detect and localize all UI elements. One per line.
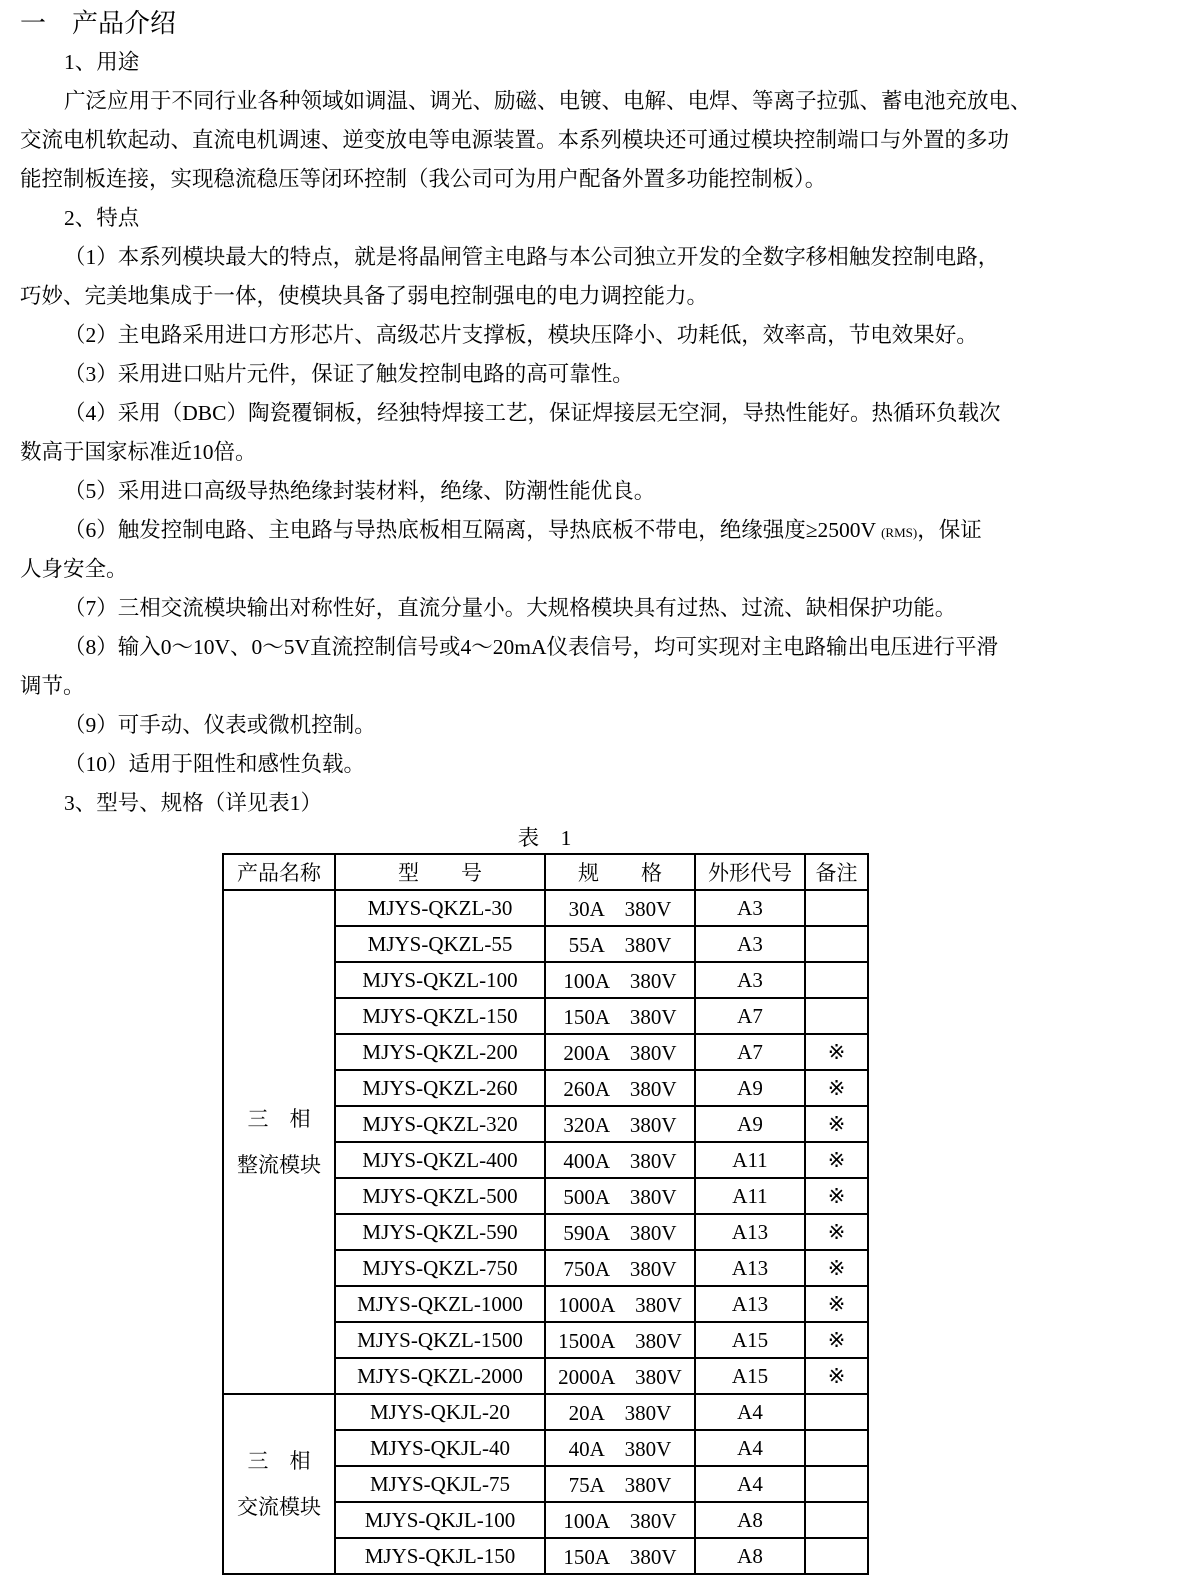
spec-table-header xyxy=(223,854,868,890)
text-line: 能控制板连接，实现稳流稳压等闭环控制（我公司可为用户配备外置多功能控制板）。 xyxy=(20,167,827,191)
model-cell: MJYS-QKZL-500 xyxy=(335,1178,545,1214)
model-cell: MJYS-QKJL-75 xyxy=(335,1466,545,1502)
model-cell: MJYS-QKZL-1000 xyxy=(335,1286,545,1322)
spec-cell: 150A 380V xyxy=(545,998,695,1034)
remark-cell xyxy=(805,1502,868,1538)
model-cell: MJYS-QKZL-150 xyxy=(335,998,545,1034)
remark-cell: ※ xyxy=(805,1214,868,1250)
product-category-line: 三 相 xyxy=(247,1449,311,1473)
text-line: 人身安全。 xyxy=(20,557,128,581)
outline-code-cell: A8 xyxy=(695,1538,805,1574)
text-line: 1、用途 xyxy=(64,50,140,74)
remark-cell: ※ xyxy=(805,1106,868,1142)
spec-table-body xyxy=(223,890,868,1574)
rms-subscript: (RMS) xyxy=(881,525,918,540)
spec-cell: 20A 380V xyxy=(545,1394,695,1430)
spec-table xyxy=(222,853,869,1575)
text-line xyxy=(0,511,1200,550)
product-category-line: 整流模块 xyxy=(237,1153,321,1177)
spec-cell: 400A 380V xyxy=(545,1142,695,1178)
text-line: （10）适用于阻性和感性负载。 xyxy=(64,752,366,776)
outline-code-cell: A11 xyxy=(695,1142,805,1178)
text-line: （9）可手动、仪表或微机控制。 xyxy=(64,713,376,737)
outline-code-cell: A4 xyxy=(695,1394,805,1430)
text-line: 调节。 xyxy=(20,674,85,698)
spec-cell: 150A 380V xyxy=(545,1538,695,1574)
column-header: 备注 xyxy=(805,854,868,890)
spec-cell: 75A 380V xyxy=(545,1466,695,1502)
table-row xyxy=(223,890,868,926)
model-cell: MJYS-QKZL-750 xyxy=(335,1250,545,1286)
outline-code-cell: A13 xyxy=(695,1250,805,1286)
remark-cell xyxy=(805,1430,868,1466)
spec-cell: 200A 380V xyxy=(545,1034,695,1070)
text-run: ，保证 xyxy=(917,518,982,542)
model-cell: MJYS-QKZL-30 xyxy=(335,890,545,926)
spec-cell: 40A 380V xyxy=(545,1430,695,1466)
spec-cell: 500A 380V xyxy=(545,1178,695,1214)
outline-code-cell: A7 xyxy=(695,1034,805,1070)
model-cell: MJYS-QKJL-150 xyxy=(335,1538,545,1574)
header-row xyxy=(223,854,868,890)
remark-cell: ※ xyxy=(805,1322,868,1358)
spec-cell: 750A 380V xyxy=(545,1250,695,1286)
model-cell: MJYS-QKZL-1500 xyxy=(335,1322,545,1358)
outline-code-cell: A15 xyxy=(695,1358,805,1394)
model-cell: MJYS-QKJL-100 xyxy=(335,1502,545,1538)
outline-code-cell: A9 xyxy=(695,1070,805,1106)
column-header: 型 号 xyxy=(335,854,545,890)
model-cell: MJYS-QKZL-590 xyxy=(335,1214,545,1250)
outline-code-cell: A3 xyxy=(695,962,805,998)
spec-cell: 590A 380V xyxy=(545,1214,695,1250)
spec-cell: 320A 380V xyxy=(545,1106,695,1142)
spec-cell: 1500A 380V xyxy=(545,1322,695,1358)
outline-code-cell: A3 xyxy=(695,890,805,926)
text-run: （6）触发控制电路、主电路与导热底板相互隔离，导热底板不带电，绝缘强度≥2500V xyxy=(64,518,882,542)
outline-code-cell: A15 xyxy=(695,1322,805,1358)
text-line: 3、型号、规格（详见表1） xyxy=(64,791,323,815)
text-line: （1）本系列模块最大的特点，就是将晶闸管主电路与本公司独立开发的全数字移相触发控制电路， xyxy=(64,245,1000,269)
outline-code-cell: A4 xyxy=(695,1430,805,1466)
product-category-cell xyxy=(223,1394,335,1574)
remark-cell xyxy=(805,1466,868,1502)
text-line: 交流电机软起动、直流电机调速、逆变放电等电源装置。本系列模块还可通过模块控制端口与外置的多功 xyxy=(20,128,1010,152)
spec-cell: 100A 380V xyxy=(545,1502,695,1538)
text-line: （7）三相交流模块输出对称性好，直流分量小。大规格模块具有过热、过流、缺相保护功能。 xyxy=(64,596,957,620)
remark-cell: ※ xyxy=(805,1358,868,1394)
spec-cell: 100A 380V xyxy=(545,962,695,998)
spec-cell: 1000A 380V xyxy=(545,1286,695,1322)
model-cell: MJYS-QKJL-20 xyxy=(335,1394,545,1430)
outline-code-cell: A4 xyxy=(695,1466,805,1502)
text-line: （2）主电路采用进口方形芯片、高级芯片支撑板，模块压降小、功耗低，效率高，节电效果好。 xyxy=(64,323,978,347)
outline-code-cell: A13 xyxy=(695,1214,805,1250)
remark-cell xyxy=(805,890,868,926)
remark-cell: ※ xyxy=(805,1250,868,1286)
product-category-line: 交流模块 xyxy=(237,1495,321,1519)
model-cell: MJYS-QKZL-100 xyxy=(335,962,545,998)
column-header: 外形代号 xyxy=(695,854,805,890)
outline-code-cell: A9 xyxy=(695,1106,805,1142)
model-cell: MJYS-QKZL-260 xyxy=(335,1070,545,1106)
model-cell: MJYS-QKZL-400 xyxy=(335,1142,545,1178)
model-cell: MJYS-QKZL-2000 xyxy=(335,1358,545,1394)
spec-cell: 30A 380V xyxy=(545,890,695,926)
remark-cell: ※ xyxy=(805,1286,868,1322)
remark-cell: ※ xyxy=(805,1142,868,1178)
remark-cell: ※ xyxy=(805,1178,868,1214)
remark-cell xyxy=(805,1394,868,1430)
outline-code-cell: A11 xyxy=(695,1178,805,1214)
text-line: 2、特点 xyxy=(64,206,140,230)
model-cell: MJYS-QKJL-40 xyxy=(335,1430,545,1466)
remark-cell xyxy=(805,962,868,998)
remark-cell xyxy=(805,926,868,962)
text-line: （8）输入0～10V、0～5V直流控制信号或4～20mA仪表信号，均可实现对主电路输出电压进行平滑 xyxy=(64,635,999,659)
outline-code-cell: A3 xyxy=(695,926,805,962)
product-category-cell xyxy=(223,890,335,1394)
text-line: （5）采用进口高级导热绝缘封装材料，绝缘、防潮性能优良。 xyxy=(64,479,656,503)
column-header: 规 格 xyxy=(545,854,695,890)
product-category-line: 三 相 xyxy=(247,1107,311,1131)
remark-cell xyxy=(805,1538,868,1574)
spec-cell: 2000A 380V xyxy=(545,1358,695,1394)
remark-cell: ※ xyxy=(805,1034,868,1070)
text-line: 巧妙、完美地集成于一体，使模块具备了弱电控制强电的电力调控能力。 xyxy=(20,284,709,308)
section-heading: 一 产品介绍 xyxy=(20,9,177,38)
text-line: （3）采用进口贴片元件，保证了触发控制电路的高可靠性。 xyxy=(64,362,634,386)
text-line: 数高于国家标准近10倍。 xyxy=(20,440,257,464)
outline-code-cell: A7 xyxy=(695,998,805,1034)
outline-code-cell: A13 xyxy=(695,1286,805,1322)
spec-cell: 260A 380V xyxy=(545,1070,695,1106)
text-line: （4）采用（DBC）陶瓷覆铜板，经独特焊接工艺，保证焊接层无空洞，导热性能好。热循环负载次 xyxy=(64,401,1001,425)
model-cell: MJYS-QKZL-200 xyxy=(335,1034,545,1070)
column-header: 产品名称 xyxy=(223,854,335,890)
table-row xyxy=(223,1394,868,1430)
model-cell: MJYS-QKZL-320 xyxy=(335,1106,545,1142)
table-caption: 表 1 xyxy=(517,826,572,850)
text-line: 广泛应用于不同行业各种领域如调温、调光、励磁、电镀、电解、电焊、等离子拉弧、蓄电池充放电、 xyxy=(64,89,1032,113)
outline-code-cell: A8 xyxy=(695,1502,805,1538)
model-cell: MJYS-QKZL-55 xyxy=(335,926,545,962)
remark-cell xyxy=(805,998,868,1034)
remark-cell: ※ xyxy=(805,1070,868,1106)
spec-cell: 55A 380V xyxy=(545,926,695,962)
